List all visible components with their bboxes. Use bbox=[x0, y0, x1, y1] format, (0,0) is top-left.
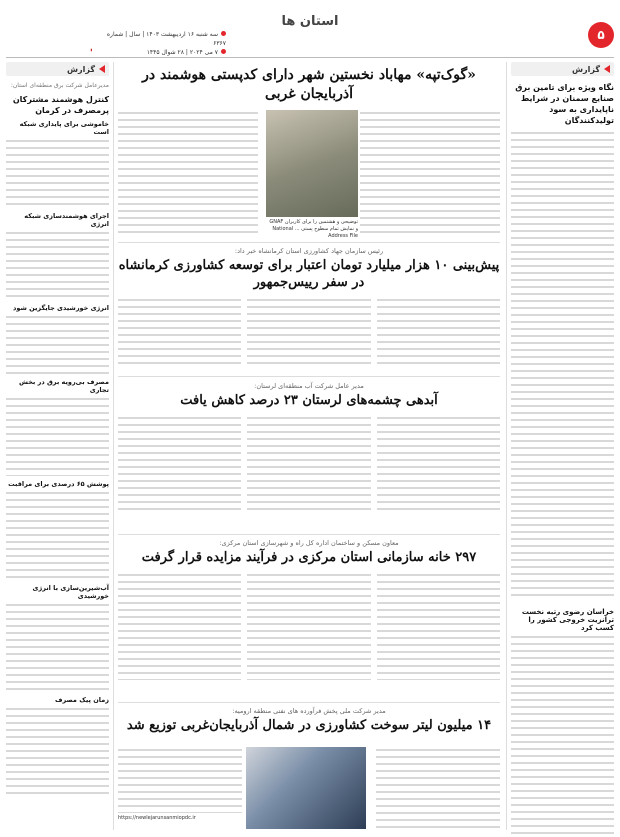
story-headline: آبدهی چشمه‌های لرستان ۲۳ درصد کاهش یافت bbox=[180, 393, 438, 408]
story-columns bbox=[118, 415, 500, 515]
left-column bbox=[6, 62, 114, 830]
side-subhead: انرژی خورشیدی جایگزین شود bbox=[13, 304, 109, 312]
report-tag-label: گزارش bbox=[571, 64, 600, 74]
side-subhead: آب‌شیرین‌سازی با انرژی خورشیدی bbox=[32, 584, 109, 600]
side-subhead: زمان پیک مصرف bbox=[54, 696, 109, 704]
story-separator bbox=[118, 702, 500, 703]
masthead-line-2: ۷ می ۲۰۲۴ | ۲۸ شوال ۱۴۴۵ bbox=[96, 48, 226, 57]
side-body bbox=[6, 396, 109, 476]
side-article-title: کنترل هوشمند مشترکان پرمصرف در کرمان bbox=[12, 95, 109, 115]
report-tag bbox=[511, 62, 614, 76]
story-kicker: معاون مسکن و ساختمان اداره کل راه و شهرسازی استان مرکزی: bbox=[219, 539, 399, 547]
story-lorestan bbox=[118, 382, 500, 532]
side-body bbox=[6, 230, 109, 300]
side-article-body bbox=[511, 130, 614, 600]
side-body bbox=[6, 706, 109, 796]
story-kermanshah bbox=[118, 247, 500, 373]
report-tag-label: گزارش bbox=[66, 64, 95, 74]
story-gouktappeh bbox=[118, 62, 500, 238]
logo-text bbox=[90, 27, 92, 52]
side-article-title: نگاه ویژه برای تامین برق صنایع سمنان در شرایط ناپایداری به سود تولیدکنندگان bbox=[515, 83, 614, 125]
side-subtitle: خراسان رضوی رتبه نخست ترانزیت خروجی کشور را کسب کرد bbox=[521, 608, 614, 632]
story-separator bbox=[118, 376, 500, 377]
main-content bbox=[118, 62, 500, 830]
story-columns bbox=[118, 297, 500, 369]
story-headline: ۱۴ میلیون لیتر سوخت کشاورزی در شمال آذربایجان‌غربی توزیع شد bbox=[126, 718, 492, 733]
side-subhead: خاموشی برای پایداری شبکه است bbox=[19, 120, 109, 136]
triangle-icon bbox=[99, 65, 105, 73]
side-body bbox=[6, 138, 109, 208]
side-subhead: مصرف بی‌رویه برق در بخش تجاری bbox=[19, 378, 109, 394]
side-kicker: مدیرعامل شرکت برق منطقه‌ای استان: bbox=[10, 82, 109, 89]
story-kicker: رئیس سازمان جهاد کشاورزی استان کرمانشاه خبر داد: bbox=[234, 247, 384, 255]
section-title: استان ها bbox=[281, 14, 339, 29]
story-headline: «گوک‌تپه» مهاباد نخستین شهر دارای کدپستی هوشمند در آذربایجان غربی bbox=[142, 67, 476, 102]
page-number-badge: ۵ bbox=[588, 22, 614, 48]
photo-caption: توضیحی و هشتمین را برای کاربران GNAF و نمایش تمام سطوح پستی ... National Address File bbox=[266, 217, 358, 240]
official-photo bbox=[246, 747, 366, 829]
story-urmia-fuel bbox=[118, 707, 500, 829]
side-body bbox=[6, 490, 109, 580]
story-body-left bbox=[118, 747, 242, 813]
story-headline: پیش‌بینی ۱۰ هزار میلیارد تومان اعتبار برای توسعه کشاورزی کرمانشاه در سفر رییس‌جمهور bbox=[118, 258, 500, 290]
right-column bbox=[506, 62, 614, 830]
page-header bbox=[0, 0, 620, 58]
story-body-left bbox=[118, 110, 258, 238]
report-tag bbox=[6, 62, 109, 76]
story-markazi-housing bbox=[118, 539, 500, 699]
story-kicker: مدیر عامل شرکت آب منطقه‌ای لرستان: bbox=[254, 382, 364, 390]
story-photo bbox=[266, 110, 358, 238]
side-subhead: پوشش ۶۵ درصدی برای مراقبت bbox=[8, 480, 109, 488]
side-body bbox=[6, 314, 109, 374]
story-body-right bbox=[376, 747, 500, 829]
newspaper-logo bbox=[8, 24, 92, 52]
story-separator bbox=[118, 534, 500, 535]
side-subhead: اجرای هوشمندسازی شبکه انرژی bbox=[24, 212, 109, 228]
story-headline: ۲۹۷ خانه سازمانی استان مرکزی در فرآیند مزایده قرار گرفت bbox=[141, 550, 477, 565]
story-link[interactable]: https://newlejarunsanmiopdc.ir bbox=[118, 815, 196, 821]
side-subtitle-body bbox=[511, 634, 614, 837]
story-body-right bbox=[360, 110, 500, 238]
masthead-info bbox=[96, 30, 226, 57]
story-kicker: مدیر شرکت ملی پخش فرآورده های نفتی منطقه ارومیه: bbox=[232, 707, 386, 715]
side-body bbox=[6, 602, 109, 692]
header-rule bbox=[6, 57, 614, 58]
masthead-line-1: سه شنبه ۱۶ اردیبهشت ۱۴۰۳ | سال | شماره ۶۳۶۷ bbox=[106, 31, 226, 47]
triangle-icon bbox=[604, 65, 610, 73]
story-separator bbox=[118, 242, 500, 243]
story-columns bbox=[118, 572, 500, 680]
